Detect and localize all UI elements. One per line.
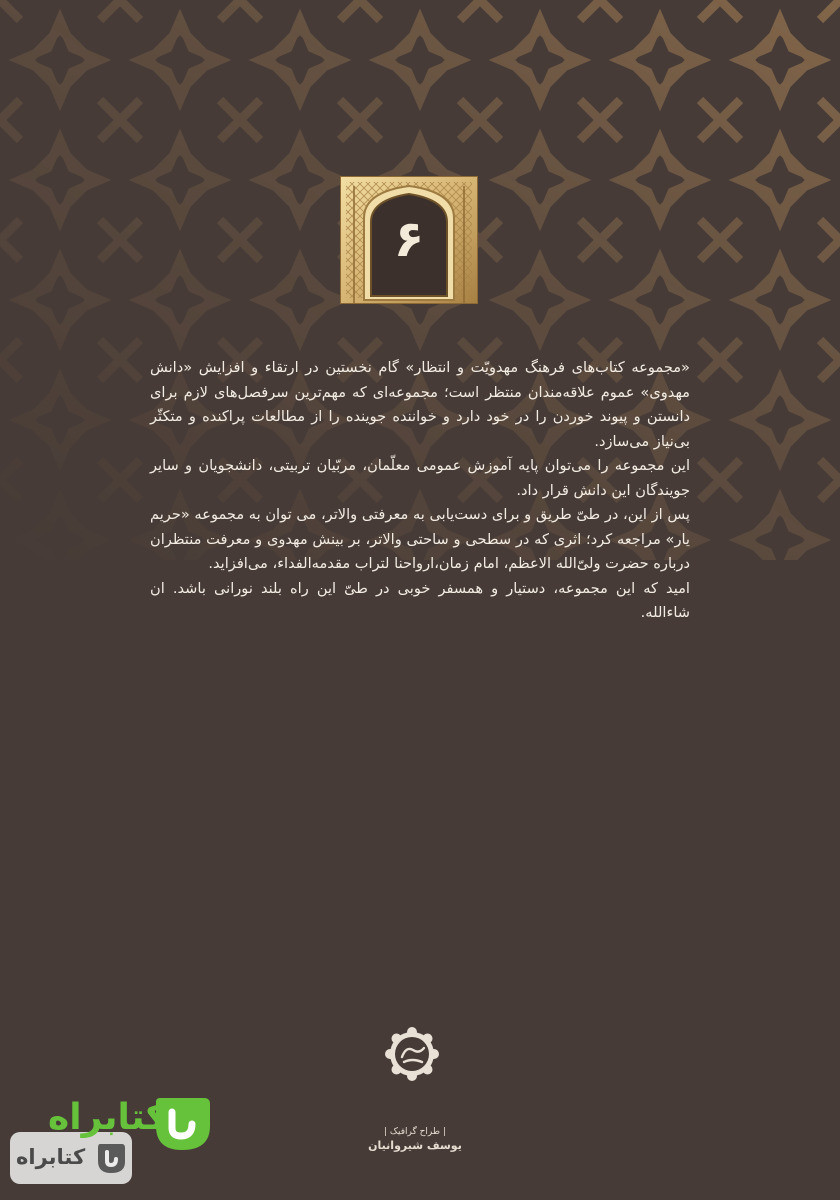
credit-role: | طراح گرافیک | — [384, 1127, 446, 1137]
paragraph-1: «مجموعه کتاب‌های فرهنگ مهدویّت و انتظار» گام نخستین در ارتقاء و افزایش «دانش مهدوی» عموم علاقه‌مندان منتظر است؛ مجموعه‌ای که مهم‌ترین سرفصل‌های لازم برای دانستن و پیوند خوردن را در خود دارد و خواننده جوینده را از مطالعات پراکنده و متکثّر بی‌نیاز می‌سازد. — [150, 359, 690, 450]
graphic-designer-credit — [360, 1126, 470, 1154]
paragraph-3: پس از این، در طیّ طریق و برای دست‌یابی به معرفتی والاتر، می توان به مجموعه «حریم یار» مراجعه کرد؛ اثری که در سطحی و ساحتی والاتر، بر بینش مهدوی و معرفت منتظران درباره حضرت ولیّ‌الله الاعظم، امام زمان،ارواحنا لتراب مقدمه‌الفداء، می‌افزاید. — [150, 506, 690, 572]
watermark-bottom-text: کتابراه — [16, 1145, 86, 1169]
description-text — [150, 356, 690, 626]
volume-badge — [340, 176, 478, 304]
watermark-top-text: کتابراه — [48, 1097, 167, 1138]
credit-name: یوسف شیروانیان — [368, 1139, 462, 1152]
ketabrah-small-icon — [94, 1140, 128, 1176]
publisher-seal-icon — [384, 1026, 440, 1082]
volume-number: ۶ — [393, 210, 425, 268]
paragraph-2: این مجموعه را می‌توان پایه آموزش عمومی معلّمان، مربّیان تربیتی، دانشجویان و سایر جویندگان این دانش قرار داد. — [150, 457, 690, 499]
paragraph-4: امید که این مجموعه، دستیار و همسفر خوبی در طیّ این راه بلند نورانی باشد. ان شاءالله. — [150, 579, 690, 621]
ketabrah-watermark — [10, 1092, 215, 1192]
